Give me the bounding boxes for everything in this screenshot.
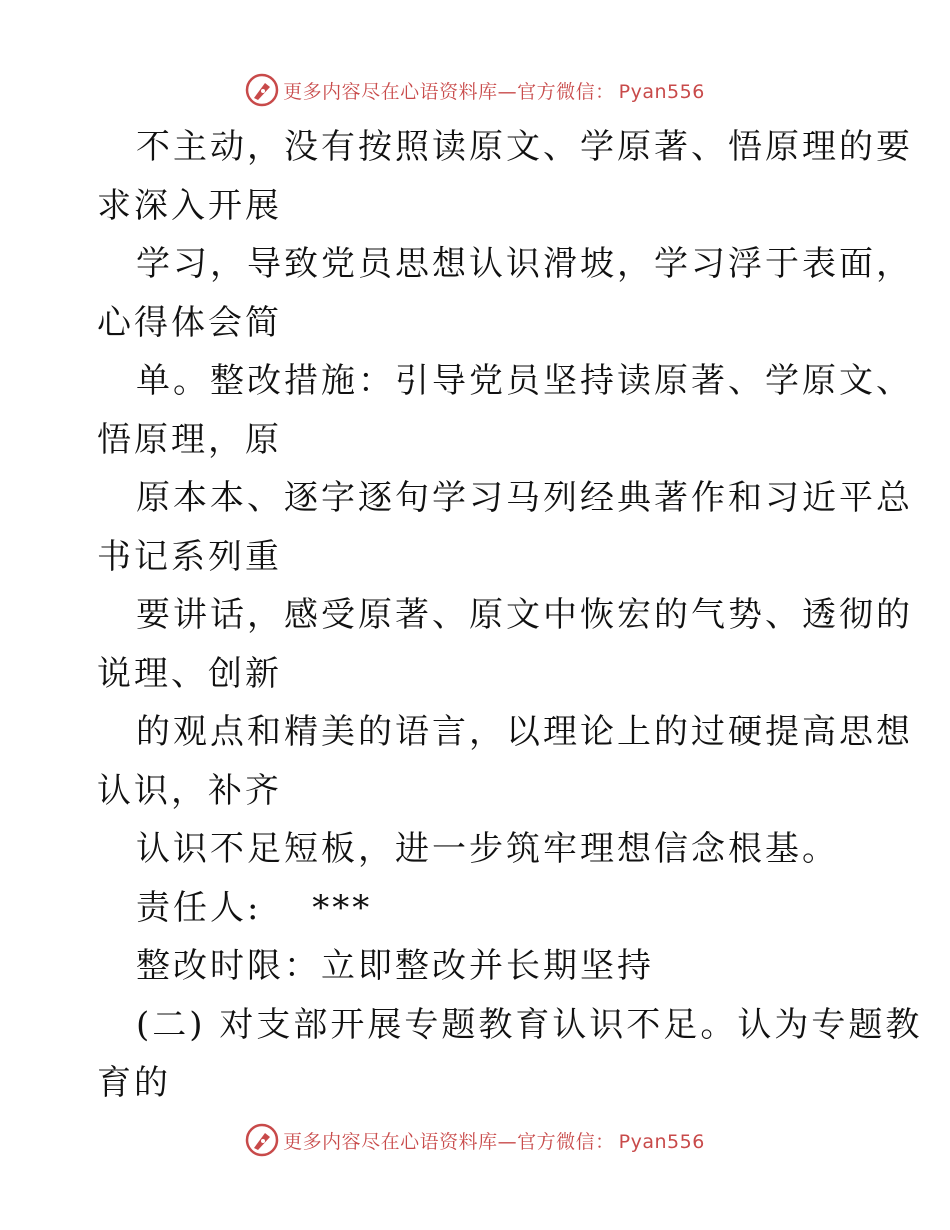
text-line: 要讲话，感受原著、原文中恢宏的气势、透彻的 — [136, 595, 913, 635]
text-line: 悟原理，原 — [97, 419, 282, 460]
watermark-text: 更多内容尽在心语资料库—官方微信： Pyan556 — [283, 80, 705, 103]
watermark-id: Pyan556 — [618, 80, 705, 103]
text-line: 心得体会简 — [97, 302, 282, 343]
text-line: 认识不足短板，进一步筑牢理想信念根基。 — [136, 829, 839, 869]
watermark-id: Pyan556 — [618, 1130, 705, 1153]
text-line: 书记系列重 — [97, 536, 282, 577]
text-line: 学习，导致党员思想认识滑坡，学习浮于表面， — [136, 244, 913, 284]
text-line: 不主动，没有按照读原文、学原著、悟原理的要 — [136, 127, 913, 167]
pen-nib-logo-icon — [245, 73, 279, 107]
document-body — [97, 118, 923, 1113]
pen-nib-logo-icon — [245, 1123, 279, 1157]
watermark-text: 更多内容尽在心语资料库—官方微信： Pyan556 — [283, 1130, 705, 1153]
text-line: 原本本、逐字逐句学习马列经典著作和习近平总 — [136, 478, 913, 518]
text-line: (二) 对支部开展专题教育认识不足。认为专题教 — [136, 1004, 923, 1045]
text-line: 单。整改措施：引导党员坚持读原著、学原文、 — [136, 361, 913, 401]
text-line: 认识，补齐 — [97, 770, 282, 811]
text-line: 责任人: *** — [136, 887, 373, 928]
text-line: 说理、创新 — [97, 653, 282, 694]
text-line: 的观点和精美的语言，以理论上的过硬提高思想 — [136, 712, 913, 752]
text-line: 育的 — [97, 1063, 171, 1103]
header-watermark — [0, 70, 950, 110]
text-line: 求深入开展 — [97, 185, 282, 226]
text-line: 整改时限：立即整改并长期坚持 — [136, 946, 654, 986]
footer-watermark — [0, 1120, 950, 1160]
